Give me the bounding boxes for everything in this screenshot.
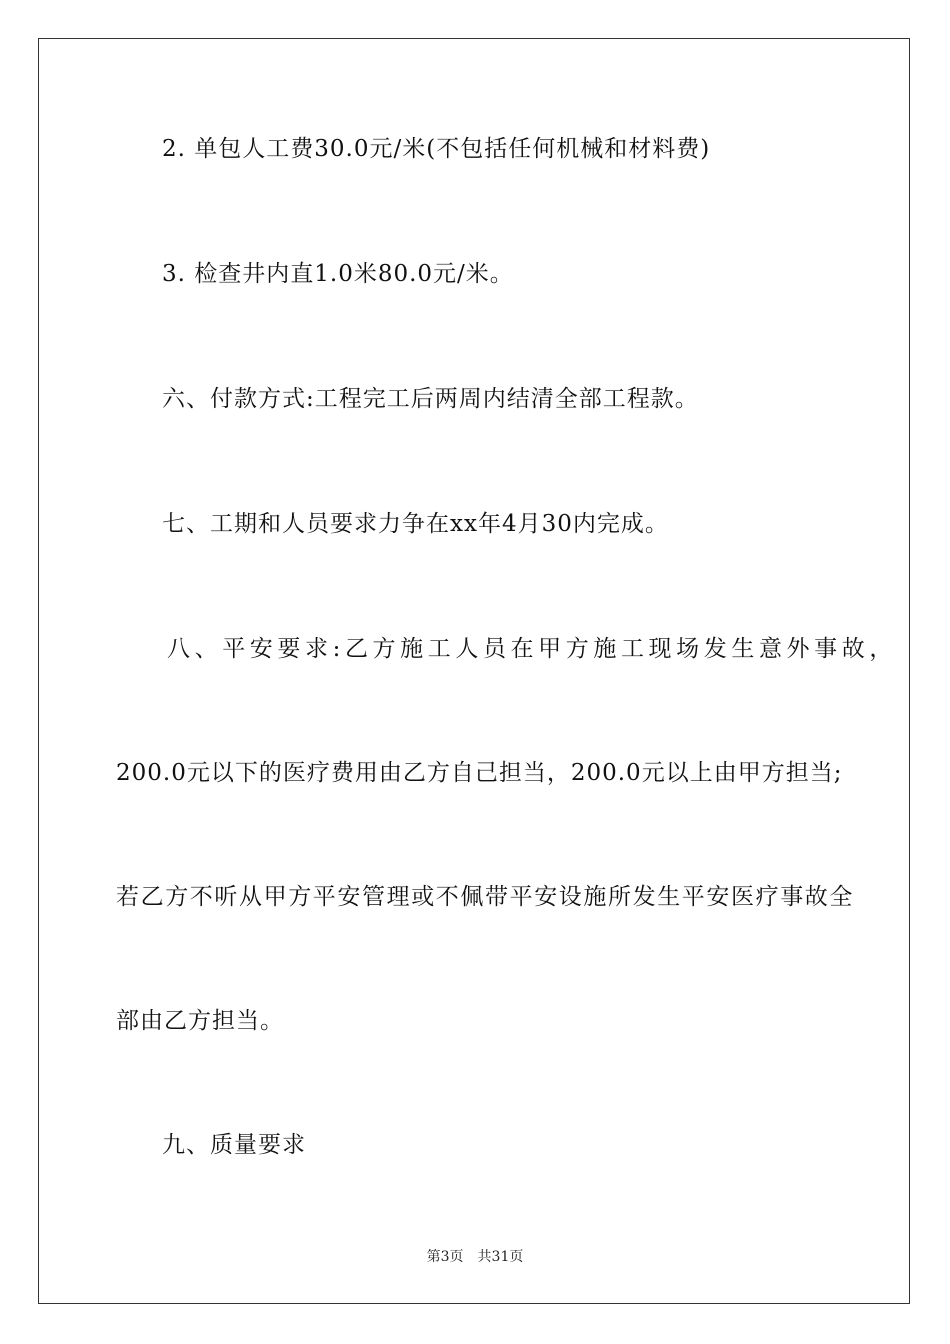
text-line-payment: 六、付款方式:工程完工后两周内结清全部工程款。 [162, 386, 699, 412]
page-frame [38, 38, 910, 1304]
text-line-schedule: 七、工期和人员要求力争在xx年4月30内完成。 [162, 511, 669, 537]
text-line-quality: 九、质量要求 [162, 1132, 306, 1158]
page-total: 共31页 [477, 1249, 524, 1265]
text-line-safety-cont-3: 部由乙方担当。 [116, 1008, 284, 1034]
text-line-safety-cont-2: 若乙方不听从甲方平安管理或不佩带平安设施所发生平安医疗事故全 [116, 884, 854, 910]
text-line-safety: 八、平安要求:乙方施工人员在甲方施工现场发生意外事故， [167, 636, 897, 662]
text-line-safety-cont-1: 200.0元以下的医疗费用由乙方自己担当，200.0元以上由甲方担当; [116, 760, 843, 786]
page-footer [0, 1247, 950, 1267]
page-number: 第3页 [426, 1249, 464, 1265]
text-line-item-2: 2. 单包人工费30.0元/米(不包括任何机械和材料费) [162, 136, 711, 162]
text-line-item-3: 3. 检查井内直1.0米80.0元/米。 [162, 261, 514, 287]
